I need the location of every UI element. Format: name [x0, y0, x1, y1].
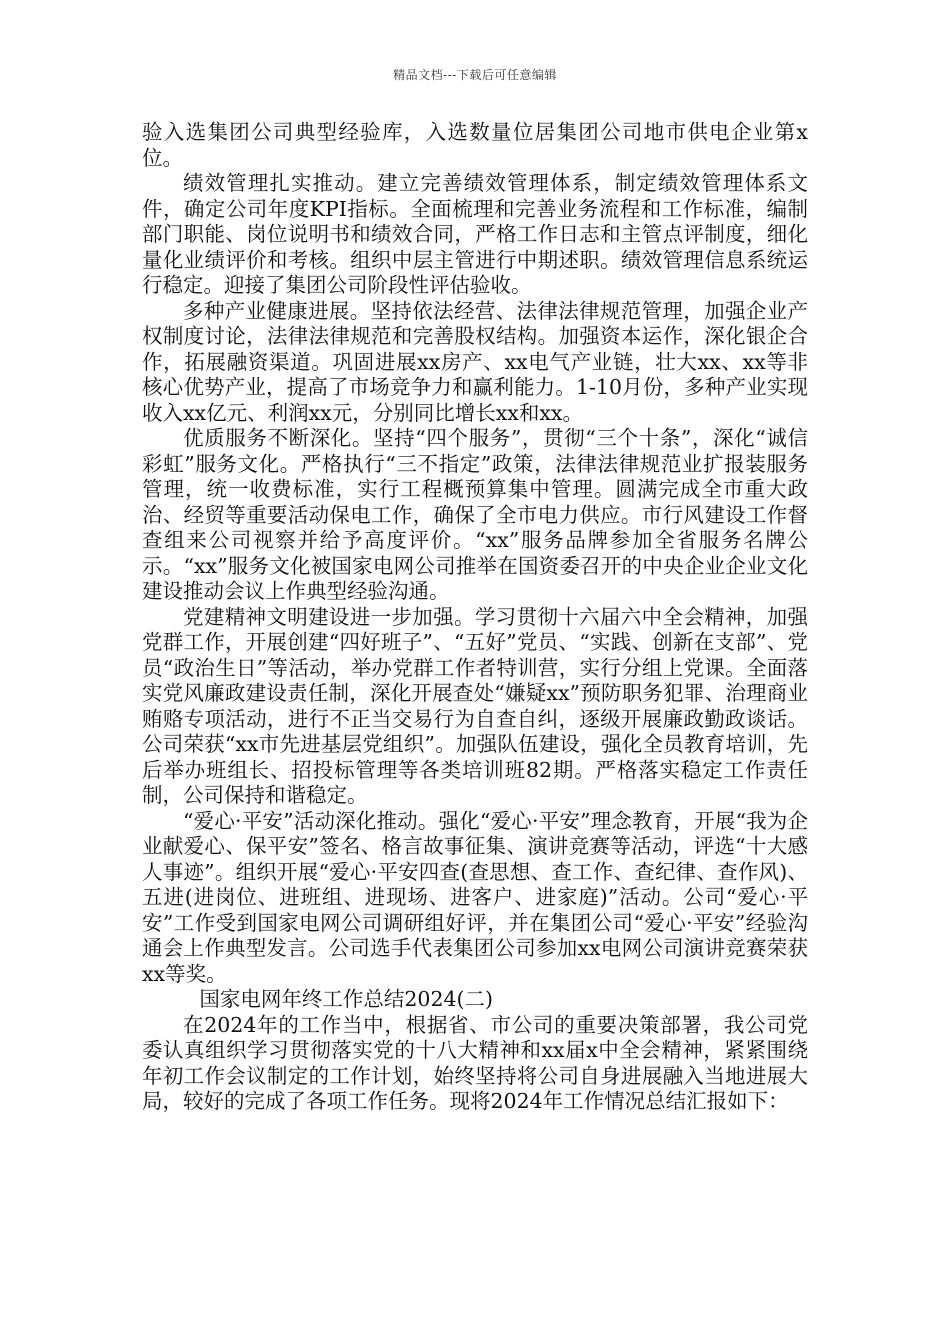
paragraph-introduction: 在2024年的工作当中，根据省、市公司的重要决策部署，我公司党委认真组织学习贯彻落实党的十八大精神和xx届x中全会精神，紧紧围绕年初工作会议制定的工作计划，始终坚持将公司自身进展融入当地进展大局，较好的完成了各项工作任务。现将2024年工作情况总结汇报如下： — [142, 1012, 808, 1113]
section-title: 国家电网年终工作总结2024(二) — [199, 987, 494, 1011]
page-header: 精品文档---下载后可任意编辑 — [393, 68, 557, 82]
paragraph-continuation: 验入选集团公司典型经验库，入选数量位居集团公司地市供电企业第x位。 — [142, 120, 808, 170]
paragraph-love-safety-activity: “爱心·平安”活动深化推动。强化“爱心·平安”理念教育，开展“我为企业献爱心、保平安”签名、格言故事征集、演讲竞赛等活动，评选“十大感人事迹”。组织开展“爱心·平安四查(查思想、查工作、查纪律、查作风)、五进(进岗位、进班组、进现场、进客户、进家庭)”活动。公司“爱心·平安”工作受到国家电网公司调研组好评，并在集团公司“爱心·平安”经验沟通会上作典型发言。公司选手代表集团公司参加xx电网公司演讲竞赛荣获xx等奖。 — [142, 808, 808, 986]
paragraph-performance-management: 绩效管理扎实推动。建立完善绩效管理体系，制定绩效管理体系文件，确定公司年度KPI指标。全面梳理和完善业务流程和工作标准，编制部门职能、岗位说明书和绩效合同，严格工作日志和主管点评制度，细化量化业绩评价和考核。组织中层主管进行中期述职。绩效管理信息系统运行稳定。迎接了集团公司阶段性评估验收。 — [142, 171, 808, 297]
paragraph-party-building: 党建精神文明建设进一步加强。学习贯彻十六届六中全会精神，加强党群工作，开展创建“四好班子”、“五好”党员、“实践、创新在支部”、党员“政治生日”等活动，举办党群工作者特训营，实行分组上党课。全面落实党风廉政建设责任制，深化开展查处“嫌疑xx”预防职务犯罪、治理商业贿赂专项活动，进行不正当交易行为自查自纠，逐级开展廉政勤政谈话。公司荣获“xx市先进基层党组织”。加强队伍建设，强化全员教育培训，先后举办班组长、招投标管理等各类培训班82期。严格落实稳定工作责任制，公司保持和谐稳定。 — [142, 604, 808, 807]
document-body — [142, 120, 808, 1115]
paragraph-diversified-industry: 多种产业健康进展。坚持依法经营、法律法律规范管理，加强企业产权制度讨论，法律法律规范和完善股权结构。加强资本运作，深化银企合作，拓展融资渠道。巩固进展xx房产、xx电气产业链，壮大xx、xx等非核心优势产业，提高了市场竞争力和赢利能力。1-10月份，多种产业实现收入xx亿元、利润xx元，分别同比增长xx和xx。 — [142, 298, 808, 425]
paragraph-quality-service: 优质服务不断深化。坚持“四个服务”，贯彻“三个十条”，深化“诚信彩虹”服务文化。严格执行“三不指定”政策，法律法律规范业扩报装服务管理，统一收费标准，实行工程概预算集中管理。圆满完成全市重大政治、经贸等重要活动保电工作，确保了全市电力供应。市行风建设工作督查组来公司视察并给予高度评价。“xx”服务品牌参加全省服务名牌公示。“xx”服务文化被国家电网公司推举在国资委召开的中央企业企业文化建设推动会议上作典型经验沟通。 — [142, 426, 808, 603]
